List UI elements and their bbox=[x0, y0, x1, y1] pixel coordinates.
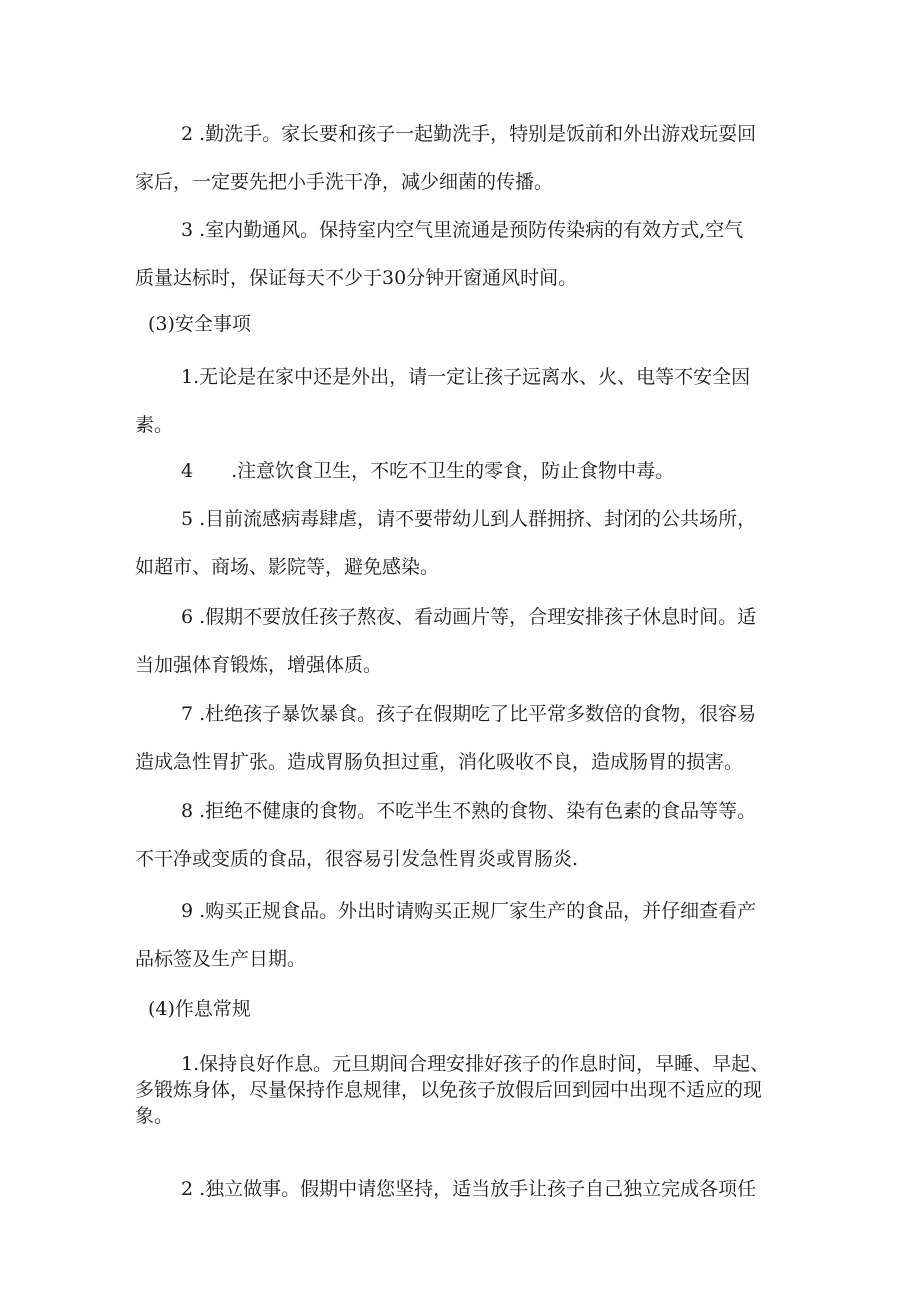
paragraph-line: 品标签及生产日期。 bbox=[135, 948, 307, 970]
paragraph-food-hygiene bbox=[135, 447, 795, 495]
paragraph-independence bbox=[135, 1165, 795, 1213]
paragraph-line: 造成急性胃扩张。造成胃肠负担过重，消化吸收不良，造成肠胃的损害。 bbox=[135, 751, 744, 773]
paragraph-line: 不干净或变质的食品，很容易引发急性胃炎或胃肠炎. bbox=[135, 848, 579, 870]
section-heading-routine: (4)作息常规 bbox=[148, 998, 251, 1020]
paragraph-line: 6 .假期不要放任孩子熬夜、看动画片等，合理安排孩子休息时间。适 bbox=[181, 606, 757, 628]
paragraph-line: 质量达标时，保证每天不少于30分钟开窗通风时间。 bbox=[135, 267, 578, 289]
paragraph-rest-time bbox=[135, 593, 795, 689]
paragraph-handwashing bbox=[135, 110, 795, 206]
paragraph-line: 3 .室内勤通风。保持室内空气里流通是预防传染病的有效方式,空气 bbox=[181, 219, 744, 241]
paragraph-line: 当加强体育锻炼，增强体质。 bbox=[135, 654, 383, 676]
paragraph-regular-food bbox=[135, 887, 795, 983]
paragraph-line: 2 .独立做事。假期中请您坚持，适当放手让孩子自己独立完成各项任 bbox=[181, 1178, 757, 1200]
section-heading-safety: (3)安全事项 bbox=[148, 313, 251, 335]
paragraph-flu-avoid-crowds bbox=[135, 495, 795, 591]
item-number: 4 bbox=[181, 460, 194, 482]
paragraph-safety-hazards bbox=[135, 353, 795, 449]
paragraph-line: 素。 bbox=[135, 414, 174, 436]
paragraph-line: 象。 bbox=[135, 1105, 174, 1127]
paragraph-line: 1.无论是在家中还是外出，请一定让孩子远离水、火、电等不安全因 bbox=[181, 366, 751, 388]
paragraph-unhealthy-food bbox=[135, 787, 795, 883]
paragraph-line: 多锻炼身体，尽量保持作息规律，以免孩子放假后回到园中出现不适应的现 bbox=[135, 1079, 763, 1101]
paragraph-line: 8 .拒绝不健康的食物。不吃半生不熟的食物、染有色素的食品等等。 bbox=[181, 800, 757, 822]
paragraph-line: 1.保持良好作息。元旦期间合理安排好孩子的作息时间，早睡、早起、 bbox=[181, 1053, 770, 1075]
paragraph-line bbox=[135, 447, 795, 495]
paragraph-line: 7 .杜绝孩子暴饮暴食。孩子在假期吃了比平常多数倍的食物，很容易 bbox=[181, 703, 757, 725]
paragraph-good-routine bbox=[135, 1051, 795, 1129]
paragraph-line: 家后，一定要先把小手洗干净，减少细菌的传播。 bbox=[135, 171, 554, 193]
paragraph-line: 如超市、商场、影院等，避免感染。 bbox=[135, 556, 440, 578]
paragraph-line: 5 .目前流感病毒肆虐，请不要带幼儿到人群拥挤、封闭的公共场所， bbox=[181, 508, 757, 530]
paragraph-overeating bbox=[135, 690, 795, 786]
item-text: .注意饮食卫生，不吃不卫生的零食，防止食物中毒。 bbox=[231, 460, 675, 482]
paragraph-ventilation bbox=[135, 206, 795, 302]
paragraph-line: 2 .勤洗手。家长要和孩子一起勤洗手，特别是饭前和外出游戏玩耍回 bbox=[181, 123, 757, 145]
paragraph-line: 9 .购买正规食品。外出时请购买正规厂家生产的食品，并仔细查看产 bbox=[181, 900, 757, 922]
